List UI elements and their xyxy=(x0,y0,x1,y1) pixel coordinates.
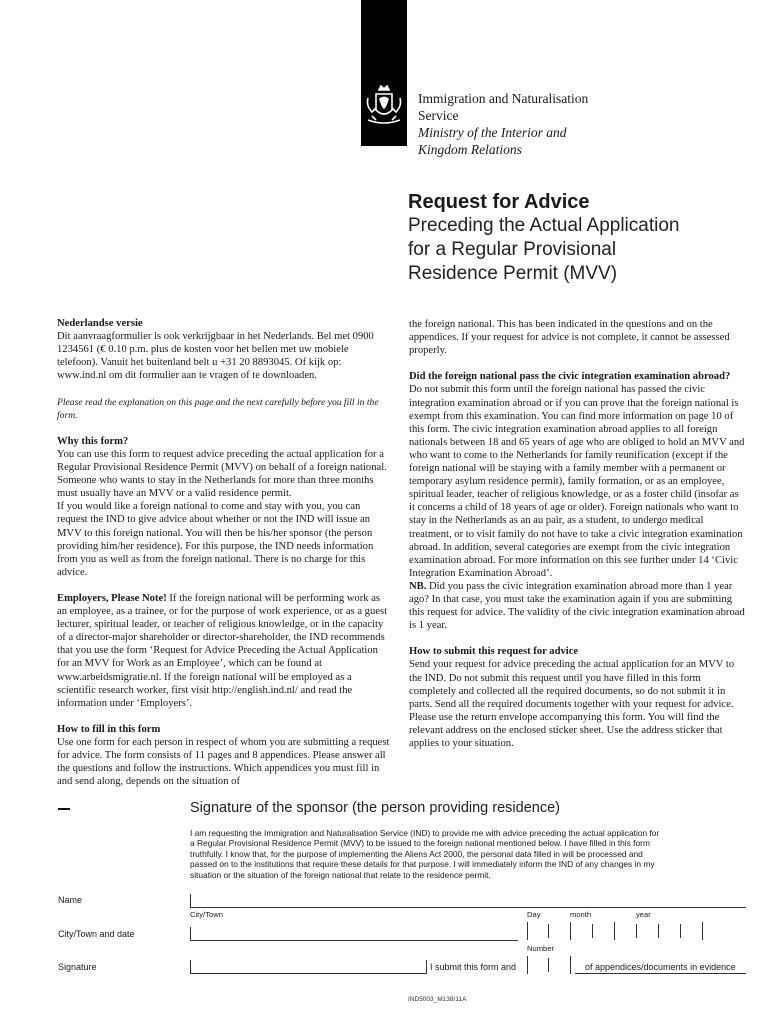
why-text-2: If you would like a foreign national to come and stay with you, you can request the IND to give advice about whether or not the IND will issue an MVV to this foreign national. You will then be his/her sponsor (the person providing him/her residence). For this purpose, the IND needs information from you as well as from the foreign national. There is no charge for this advice. xyxy=(57,501,374,578)
left-column xyxy=(57,317,392,801)
declaration-line5: situation or the situation of the foreign national that relate to the residence permit. xyxy=(190,869,491,880)
why-heading: Why this form? xyxy=(57,435,129,447)
year-input[interactable] xyxy=(615,923,701,938)
day-input[interactable] xyxy=(528,923,568,938)
civic-section xyxy=(409,370,746,580)
dutch-section xyxy=(57,317,392,382)
civic-heading: Did the foreign national pass the civic integration examination abroad? xyxy=(409,371,731,383)
page-title: Request for Advice xyxy=(408,191,590,213)
ministry-line1: Ministry of the Interior and xyxy=(418,125,567,140)
declaration-line2: a Regular Provisional Residence Permit (MVV) to be issued to the foreign national mentioned below. I have filled in this form xyxy=(190,838,650,849)
city-field-line xyxy=(190,940,518,941)
submit-form-text: I submit this form and xyxy=(430,962,517,972)
signature-input[interactable] xyxy=(194,959,422,972)
civic-text: Do not submit this form until the foreign national has passed the civic integration examination abroad or if you can prove that the foreign national is exempt from this examination. You can find more information on page 10 of this form. The civic integration examination abroad applies to all foreign nationals between 18 and 65 years of age who are obliged to hold an MVV and who want to come to the Netherlands for family reunification (except if the foreign national will be staying with a family member with a permanent or temporary asylum residence permit), family formation, or as an employee, spiritual leader, teacher of religious knowledge, or as a foster child (insofar as it concerns a child of 18 years of age or older). Foreign nationals who want to stay in the Netherlands as an au pair, as a student, to undergo medical treatment, or to visit family do not have to take a civic integration examination abroad. In addition, several categories are exempt from the civic integration examination abroad. For more information on this see further under 14 ‘Civic Integration Examination Abroad’. xyxy=(409,384,745,579)
city-input[interactable] xyxy=(194,926,514,939)
name-label: Name xyxy=(58,895,83,905)
why-section xyxy=(57,435,392,500)
number-small-label: Number xyxy=(527,944,555,953)
month-input[interactable] xyxy=(571,923,613,938)
year-small-label: year xyxy=(636,910,651,919)
signature-label: Signature xyxy=(58,962,97,972)
fill-heading: How to fill in this form xyxy=(57,723,161,735)
appendices-number-input[interactable] xyxy=(528,957,569,972)
title-block xyxy=(408,190,748,286)
royal-crest-icon xyxy=(364,84,404,128)
submit-text: Send your request for advice preceding the actual application for an MVV to the IND. Do not submit this request until you have filled in this form completely and collected all the required documents, so do not submit it in parts. Send all the required documents together with your request for advice. Please use the return envelope accompanying this form. You will find the relevant address on the enclosed sticker sheet. Use the address sticker that applies to your situation. xyxy=(409,659,735,749)
org-name-line2: Service xyxy=(418,108,459,123)
read-note: Please read the explanation on this page and the next carefully before you fill in the form. xyxy=(57,396,379,421)
declaration-line4: passed on to the institutions that require these details for that purpose. I will immediately inform the IND of any changes in my xyxy=(190,859,655,870)
section-dash xyxy=(58,808,70,810)
ministry-line2: Kingdom Relations xyxy=(418,142,522,157)
subtitle-line1: Preceding the Actual Application xyxy=(408,215,680,236)
dutch-heading: Nederlandse versie xyxy=(57,318,143,329)
employers-lead: Employers, Please Note! xyxy=(57,592,167,604)
signature-section-title: Signature of the sponsor (the person providing residence) xyxy=(190,800,560,816)
subtitle-line3: Residence Permit (MVV) xyxy=(408,263,618,284)
submit-heading: How to submit this request for advice xyxy=(409,646,579,658)
org-name-line1: Immigration and Naturalisation xyxy=(418,91,589,106)
nb-section xyxy=(409,580,746,632)
logo-bar xyxy=(361,0,407,146)
subtitle-line2: for a Regular Provisional xyxy=(408,239,617,260)
month-small-label: month xyxy=(570,910,592,919)
declaration-line1: I am requesting the Immigration and Naturalisation Service (IND) to provide me with advice preceding the actual application for xyxy=(190,828,660,838)
day-small-label: Day xyxy=(527,910,541,919)
appendices-text: of appendices/documents in evidence xyxy=(585,962,736,972)
signature-field-line xyxy=(190,973,426,974)
name-input[interactable] xyxy=(194,893,744,906)
submit-section xyxy=(409,645,746,750)
right-column xyxy=(409,318,746,763)
nb-lead: NB. xyxy=(409,580,427,592)
page-subtitle xyxy=(408,214,748,286)
declaration-text xyxy=(190,828,750,880)
city-small-label: City/Town xyxy=(190,910,223,919)
name-field-line xyxy=(190,907,746,908)
employers-section xyxy=(57,592,392,710)
declaration-line3: truthfully. I know that, for the purpose of implementing the Aliens Act 2000, the personal data filled in will be processed and xyxy=(190,848,643,859)
form-code: IND5003_M138/11A xyxy=(408,996,467,1003)
nb-text: Did you pass the civic integration examination abroad more than 1 year ago? In that case, you must take the examination again if you are submitting this request for advice. The validity of the civic integration examination abroad is 1 year. xyxy=(409,580,745,632)
why-text-1: You can use this form to request advice preceding the actual application for a Regular Provisional Residence Permit (MVV) on behalf of a foreign national. Someone who wants to stay in the Netherlands for more than three months must usually have an MVV or a valid residence permit. xyxy=(57,448,387,500)
employers-text: If the foreign national will be performing work as an employee, as a trainee, or for the purpose of work experience, or as a guest lecturer, spiritual leader, or teacher of religious knowledge, or in the capacity of a director-major shareholder or director-shareholder, the IND recommends that you use the form ‘Request for Advice Preceding the Actual Application for an MVV for Work as an Employee’, which can be found at www.arbeidsmigratie.nl. If the foreign national will be employed as a scientific research worker, first visit http://english.ind.nl/ and read the information under ‘Employers’. xyxy=(57,592,388,709)
organization-header xyxy=(418,90,588,158)
dutch-text: Dit aanvraagformulier is ook verkrijgbaar in het Nederlands. Bel met 0900 1234561 (€ 0.10 p.m. plus de kosten voor het bellen met uw mobiele telefoon). Vanuit het buitenland belt u +31 20 8893045. Of kijk op: www.ind.nl om dit formulier aan te vragen of te downloaden. xyxy=(57,331,374,382)
fill-section xyxy=(57,723,392,788)
city-date-label: City/Town and date xyxy=(58,929,135,939)
fill-text: Use one form for each person in respect of whom you are submitting a request for advice. The form consists of 11 pages and 8 appendices. Please answer all the questions and follow the instructions. Which appendices you must fill in and send along, depends on the situation of xyxy=(57,737,390,788)
continued-text: the foreign national. This has been indicated in the questions and on the appendices. If your request for advice is not complete, it cannot be assessed properly. xyxy=(409,319,730,357)
